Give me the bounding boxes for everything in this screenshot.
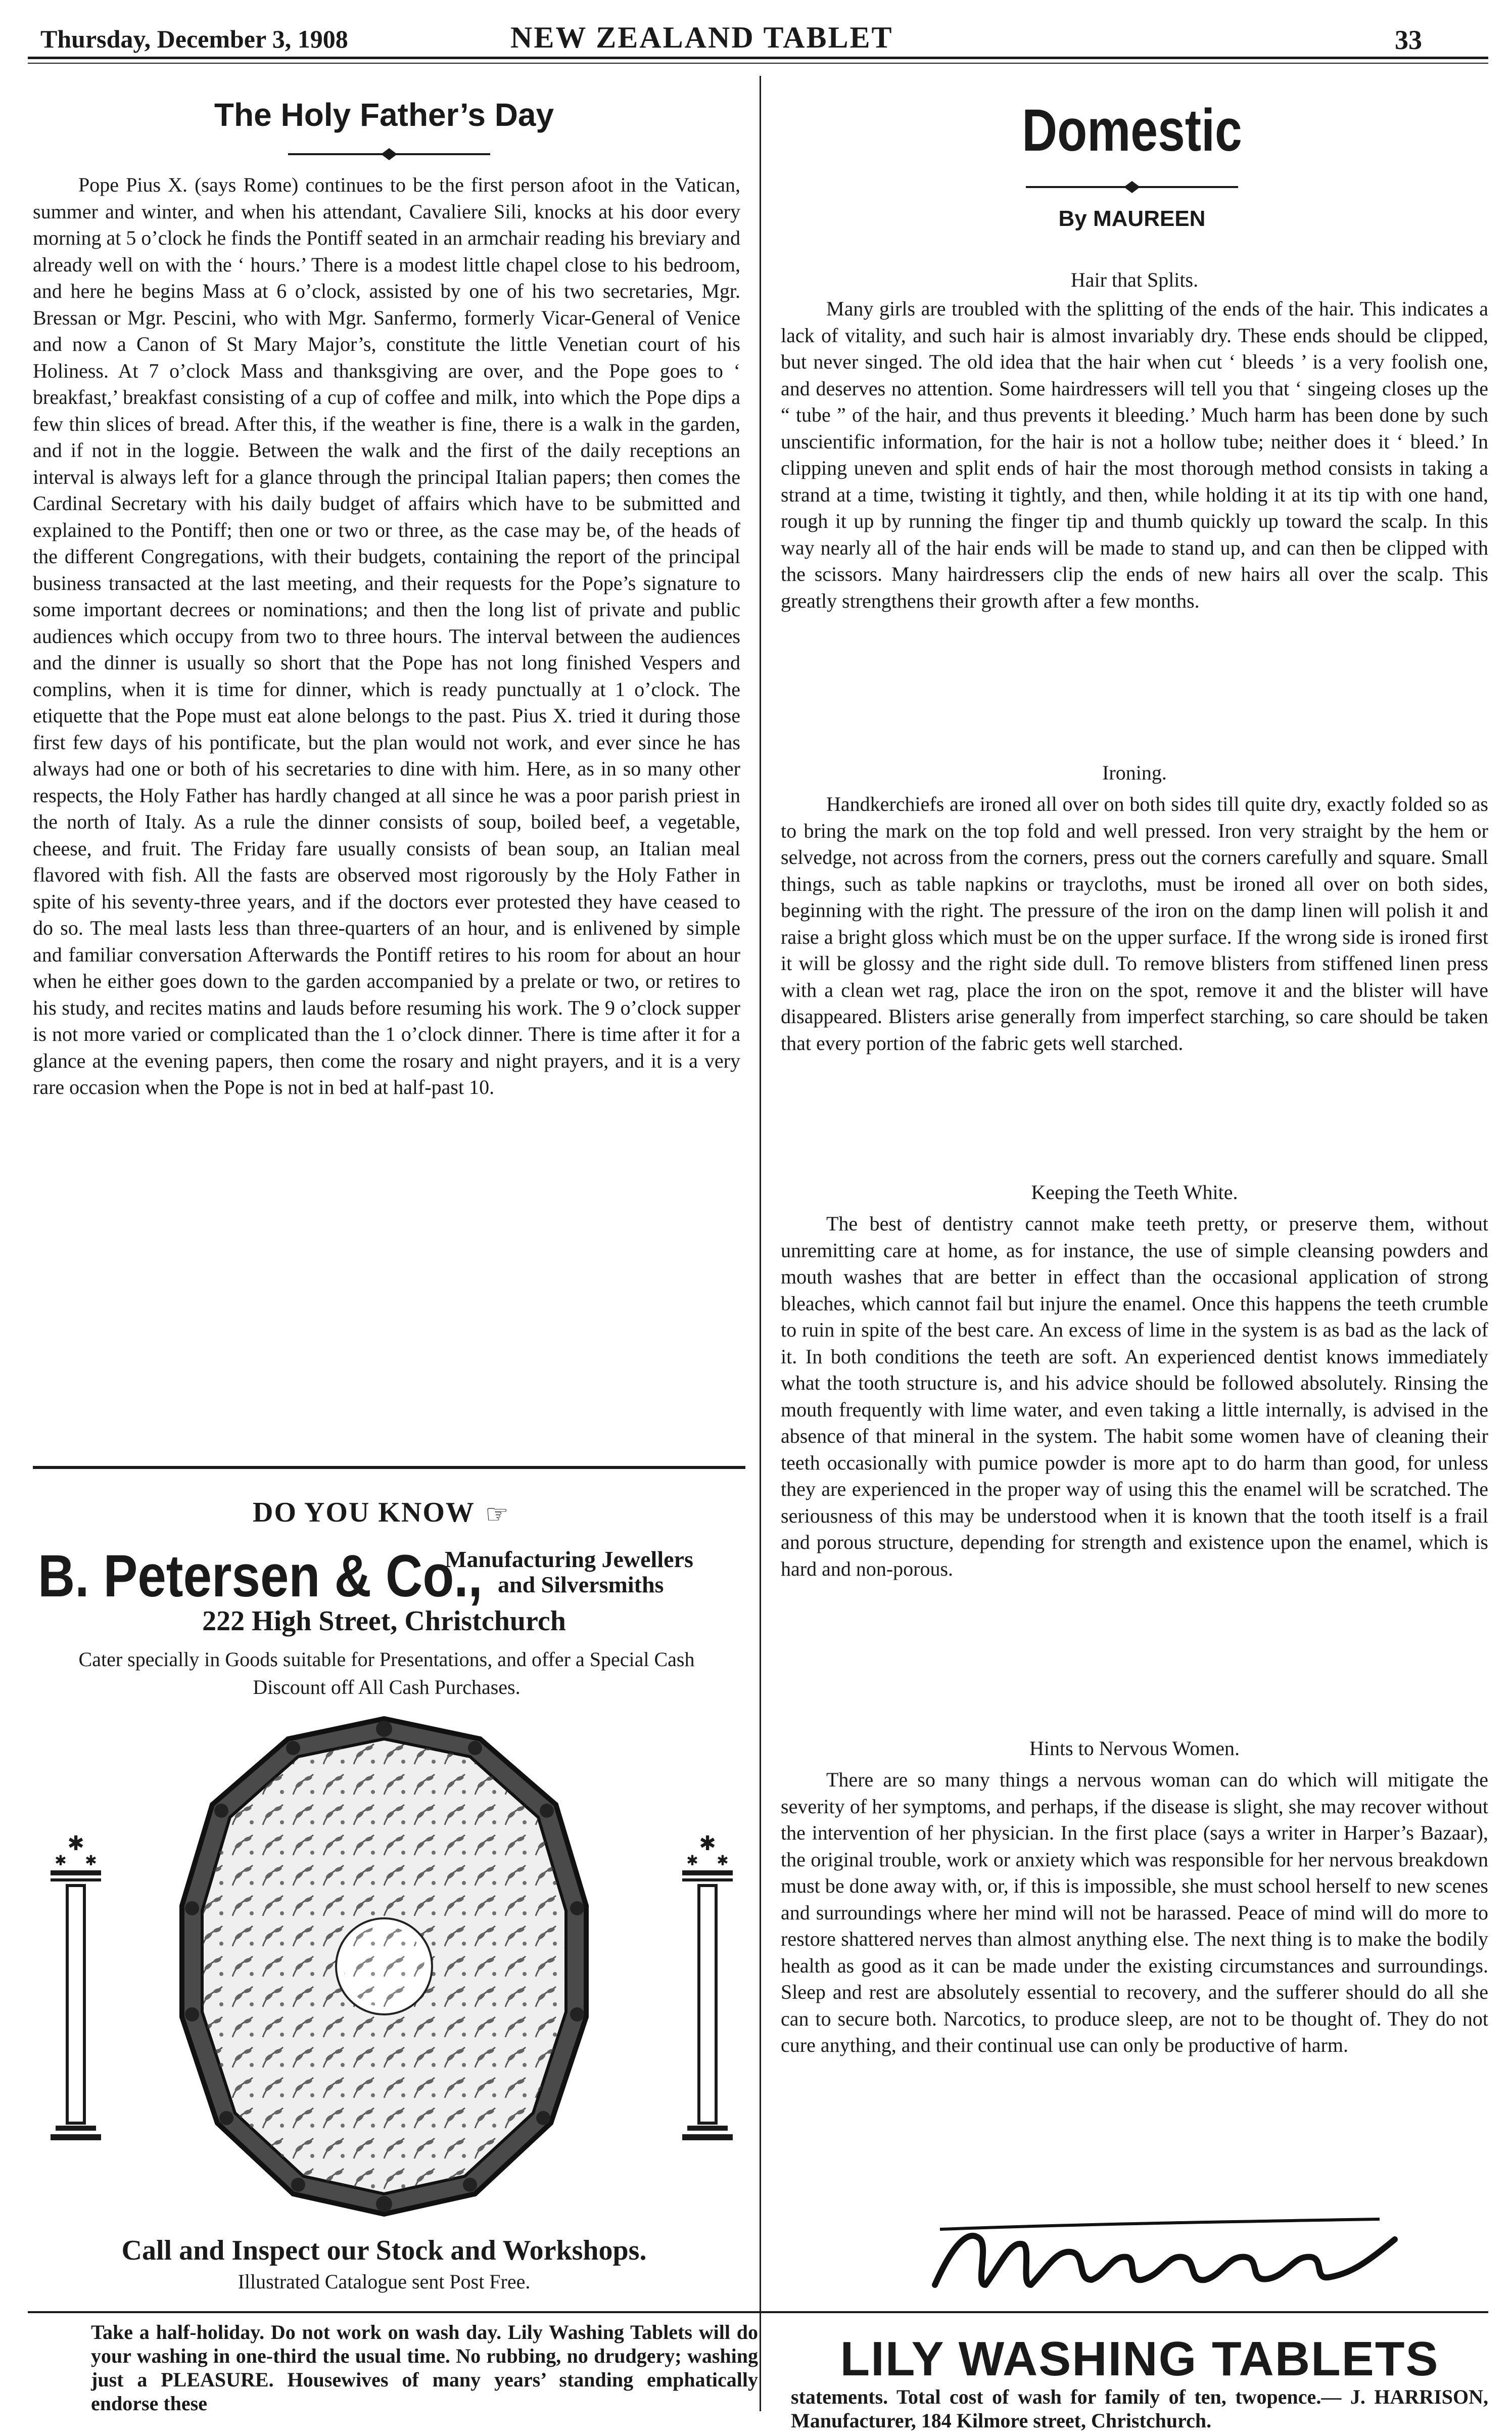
column-divider xyxy=(760,76,761,2411)
section-paragraph: The best of dentistry cannot make teeth pretty, or preserve them, without unremitting care at home, as for instance, the use of simple cleansing powders and mouth washes that are better in effect than the occasional application of strong bleaches, which cannot fail but injure the enamel. Once this happens the teeth crumble to ruin in spite of the best care. An excess of lime in the system is as bad as the lack of it. In both conditions the teeth are soft. An experienced dentist knows immediately what the tooth structure is, and his advice should be followed absolutely. Rinsing the mouth frequently with lime water, and even taking a little internally, is advised in the absence of that mineral in the system. The habit some women have of cleaning their teeth occasionally with pumice powder is more apt to do harm than good, for unless they are experienced in the proper way of using this the enamel will be scratched. The seriousness of this may be understood when it is known that the tooth itself is a frail and porous structure, depending for strength and existence upon the enamel, which is hard and non-porous. xyxy=(781,1212,1488,1580)
lily-ad-right-text: statements. Total cost of wash for family of ten, twopence.— J. HARRISON, Manufacturer, 184 Kilmore street, Christchurch. xyxy=(791,2385,1488,2432)
section-body xyxy=(781,296,1488,614)
header-rule-top xyxy=(28,57,1488,59)
section-paragraph: Many girls are troubled with the splitting of the ends of the hair. This indicates a lack of vitality, and such hair is almost invariably dry. These ends should be clipped, but never singed. The old idea that the hair when cut ‘ bleeds ’ is a very foolish one, and deserves no attention. Some hairdressers will tell you that ‘ singeing closes up the “ tube ” of the hair, and thus prevents it bleeding.’ Much harm has been done by such unscientific information, for the hair is not a hollow tube; neither does it ‘ bleed.’ In clipping uneven and split ends of hair the most thorough method consists in taking a strand at a time, twisting it tightly, and then, while holding it at its tip with one hand, rough it up by running the finger tip and thumb quickly up toward the scalp. In this way nearly all of the hair ends will be made to stand up, and can then be clipped with the scissors. Many hairdressers clip the ends of new hairs all over the scalp. This greatly strengthens their growth after a few months. xyxy=(781,297,1488,612)
svg-text:✱: ✱ xyxy=(717,1852,729,1869)
advert-rule-top xyxy=(33,1466,745,1469)
svg-text:✱: ✱ xyxy=(67,1835,84,1855)
svg-text:✱: ✱ xyxy=(686,1852,698,1869)
pillar-left-icon xyxy=(48,1835,104,2143)
header-rule-bottom xyxy=(28,63,1488,64)
pillar-right-icon xyxy=(680,1835,735,2143)
ornamental-tray-illustration xyxy=(167,1709,601,2224)
page-number: 33 xyxy=(1395,25,1422,55)
lily-ad-left-text: Take a half-holiday. Do not work on wash day. Lily Washing Tablets will do your washing in one-third the usual time. No rubbing, no drudgery; washing just a PLEASURE. Housewives of many years’ standing emphatically endorse these xyxy=(91,2321,758,2415)
svg-text:✱: ✱ xyxy=(85,1852,97,1869)
masthead-title: NEW ZEALAND TABLET xyxy=(510,21,893,54)
section-paragraph: There are so many things a nervous woman can do which will mitigate the severity of her symptoms, and perhaps, if the disease is slight, she may recover without the intervention of her physician. In the first place (says a writer in Harper’s Bazaar), the original trouble, work or anxiety which was responsible for her nervous breakdown must be done away with, or, if this is impossible, she must school herself to new scenes and surroundings where her mind will not be harassed. Peace of mind will do more to restore shattered nerves than almost anything else. The next thing is to make the bodily health as good as it can be made under the existing circumstances and surroundings. Sleep and rest are absolutely essential to recovery, and the sufferer should do all she can to secure both. Narcotics, to produce sleep, are not to be thought of. They do not cure anything, and their continual use can only be productive of harm. xyxy=(781,1768,1488,2056)
article-byline: By MAUREEN xyxy=(1058,206,1206,231)
article-title-holy-father: The Holy Father’s Day xyxy=(214,97,554,133)
section-body xyxy=(781,1767,1488,2059)
maureen-signature xyxy=(925,2209,1405,2300)
ad-firm-name: B. Petersen & Co., xyxy=(38,1543,483,1610)
title-ornament-icon xyxy=(1021,179,1243,195)
ad-trade-line-2: and Silversmiths xyxy=(498,1572,664,1597)
ad-address: 222 High Street, Christchurch xyxy=(202,1605,566,1637)
holy-father-paragraph: Pope Pius X. (says Rome) continues to be the first person afoot in the Vatican, summer and winter, and when his attendant, Cavaliere Sili, knocks at his door every morning at 5 o’clock he finds the Pontiff seated in an armchair reading his breviary and already well on with the ‘ hours.’ There is a modest little chapel close to his bedroom, and here he begins Mass at 6 o’clock, assisted by one of his two secretaries, Mgr. Bressan or Mgr. Pescini, who with Mgr. Sanfermo, formerly Vicar-General of Venice and now a Canon of St Mary Major’s, constitute the little Venetian court of his Holiness. At 7 o’clock Mass and thanksgiving are over, and the Pope goes to ‘ breakfast,’ breakfast consisting of a cup of coffee and milk, into which the Pope dips a few thin slices of bread. After this, if the weather is fine, there is a walk in the garden, and if not in the loggie. Between the walk and the first of the daily receptions an interval is always left for a glance through the principal Italian papers; then comes the Cardinal Secretary with his daily budget of affairs which have to be submitted and explained to the Pontiff; then one or two or three, as the case may be, of the heads of the different Congregations, with their budgets, containing the report of the principal business transacted at the last meeting, and their requests for the Pope’s signature to some important decrees or nominations; and then the long list of private and public audiences which occupy from two to three hours. The interval between the audiences and the dinner is usually so short that the Pope has not long finished Vespers and complins, when it is time for dinner, which is ready punctually at 1 o’clock. The etiquette that the Pope must eat alone belongs to the past. Pius X. tried it during those first few days of his pontificate, but the plan would not work, and ever since he has always had one or both of his secretaries to dine with him. Here, as in so many other respects, the Holy Father has hardly changed at all since he was a poor parish priest in the north of Italy. As a rule the dinner consists of soup, boiled beef, a vegetable, cheese, and fruit. The Friday fare usually consists of bean soup, an Italian meal flavored with fish. All the fasts are observed most rigorously by the Holy Father in spite of his seventy-three years, and if the doctors ever protested they have ceased to do so. The meal lasts less than three-quarters of an hour, and is enlivened by simple and familiar conversation Afterwards the Pontiff retires to his room for about an hour when he either goes down to the garden accompanied by a prelate or two, or retires to his study, and recites matins and lauds before resuming his work. The 9 o’clock supper is not more varied or complicated than the 1 o’clock dinner. There is time after it for a glance at the evening papers, then come the rosary and night prayers, and it is a very rare occasion when the Pope is not in bed at half-past 10. xyxy=(33,173,740,1098)
bottom-rule xyxy=(28,2311,1488,2313)
section-heading: Hair that Splits. xyxy=(1070,268,1199,291)
section-paragraph: Handkerchiefs are ironed all over on both sides till quite dry, exactly folded so as to bring the mark on the top fold and well pressed. Iron very straight by the hem or selvedge, not across from the corners, press out the corners carefully and square. Small things, such as table napkins or traycloths, must be ironed all over on both sides, beginning with the right. The pressure of the iron on the damp linen will polish it and raise a bright gloss which must be on the upper surface. If the wrong side is ironed first it will be glossy and the right side dull. To remove blisters from stiffened linen press with a clean wet rag, place the iron on the spot, remove it and the blister will have disappeared. Blisters arise generally from imperfect starching, so care should be taken that every portion of the fabric gets well starched. xyxy=(781,793,1488,1054)
ad-description: Cater specially in Goods suitable for Presentations, and offer a Special Cash Discount off All Cash Purchases. xyxy=(78,1648,695,1698)
svg-text:✱: ✱ xyxy=(699,1835,716,1855)
ad-catalogue-note: Illustrated Catalogue sent Post Free. xyxy=(238,2270,531,2293)
section-heading: Keeping the Teeth White. xyxy=(1031,1181,1238,1204)
section-heading: Hints to Nervous Women. xyxy=(1029,1737,1240,1760)
ad-call-to-action: Call and Inspect our Stock and Workshops. xyxy=(121,2235,647,2266)
ad-trade-line-1: Manufacturing Jewellers xyxy=(445,1546,693,1572)
issue-date: Thursday, December 3, 1908 xyxy=(40,25,348,53)
article-title-domestic: Domestic xyxy=(1022,97,1242,164)
section-body xyxy=(781,1211,1488,1582)
pointing-hand-icon: ☞ xyxy=(485,1500,509,1529)
ad-do-you-know: DO YOU KNOW xyxy=(253,1497,475,1528)
lily-ad-title: LILY WASHING TABLETS xyxy=(840,2332,1439,2386)
article-body-holy-father xyxy=(33,172,740,1101)
section-heading: Ironing. xyxy=(1102,761,1167,784)
section-body xyxy=(781,791,1488,1056)
title-ornament-icon xyxy=(283,147,495,162)
svg-text:✱: ✱ xyxy=(55,1852,67,1869)
